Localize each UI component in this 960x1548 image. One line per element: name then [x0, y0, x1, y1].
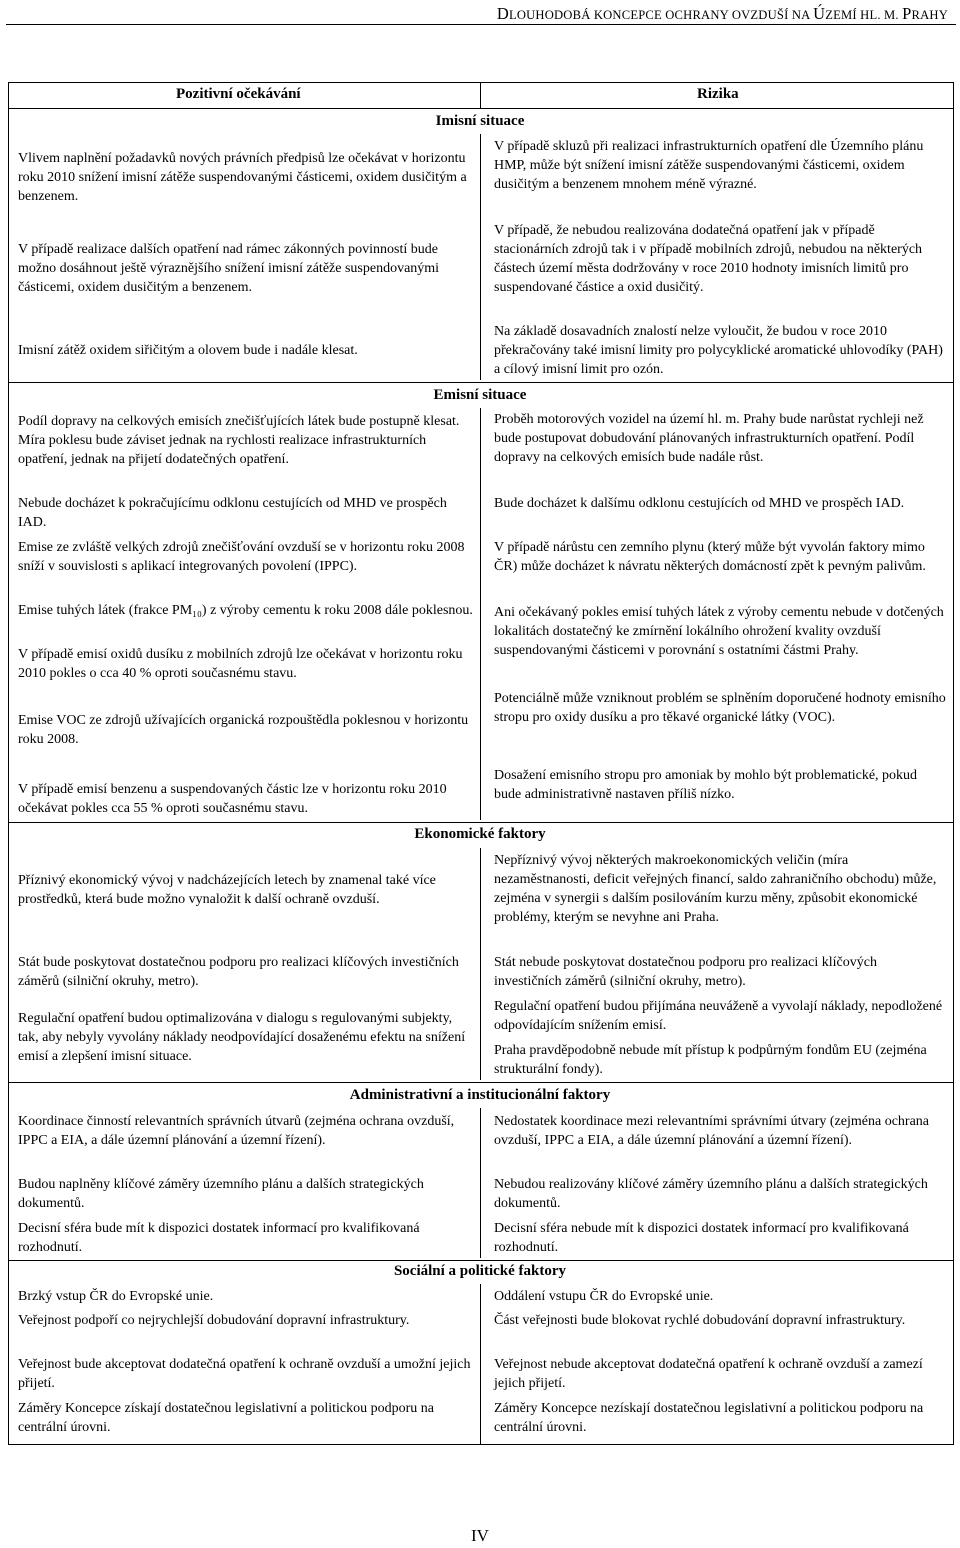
- column-divider: [480, 82, 481, 108]
- risk-item: Praha pravděpodobně nebude mít přístup k podpůrným fondům EU (zejména strukturální fondy).: [494, 1043, 927, 1077]
- section-rule: [8, 1260, 954, 1261]
- positive-item: V případě realizace dalších opatření nad rámec zákonných povinností bude možno dosáhnout ještě výraznějšího snížení imisní zátěže suspendovanými částicemi, oxidem dusičitým a benzenem.: [18, 242, 440, 295]
- positive-item: Budou naplněny klíčové záměry územního plánu a dalších strategických dokumentů.: [18, 1177, 424, 1211]
- section-title-ekonomicke: Ekonomické faktory: [0, 826, 960, 843]
- positive-item: Podíl dopravy na celkových emisích znečišťujících látek bude postupně klesat. Míra poklesu bude záviset jednak na rychlosti realizace infrastrukturních opatření, jednak na přijetí dodatečných opatření.: [18, 414, 460, 467]
- column-divider: [480, 134, 481, 380]
- positive-item: Vlivem naplnění požadavků nových právních předpisů lze očekávat v horizontu roku 2010 snížení imisní zátěže suspendovanými částicemi, oxidem dusičitým a benzenem.: [18, 151, 467, 204]
- risk-item: Ani očekávaný pokles emisí tuhých látek z výroby cementu nebude v dotčených lokalitách dostatečný ke zmírnění lokálního ohrožení kvality ovzduší suspendovanými částicemi v porovnání s ostatními částmi Prahy.: [494, 605, 944, 658]
- positive-item: Emise ze zvláště velkých zdrojů znečišťování ovzduší se v horizontu roku 2008 sníží v souvislosti s aplikací integrovaných povolení (IPPC).: [18, 540, 465, 574]
- risk-item: Proběh motorových vozidel na území hl. m. Prahy bude narůstat rychleji než bude postupovat dobudování plánovaných infrastrukturních opatření. Podíl dopravy na celkových emisích bude nadále růst.: [494, 412, 924, 465]
- positive-item: Stát bude poskytovat dostatečnou podporu pro realizaci klíčových investičních záměrů (silniční okruhy, metro).: [18, 955, 459, 989]
- positive-item: Příznivý ekonomický vývoj v nadcházejících letech by znamenal také více prostředků, která bude možno vynaložit k další ochraně ovzduší.: [18, 873, 436, 907]
- section-title-emisni: Emisní situace: [0, 387, 960, 404]
- risk-item: Dosažení emisního stropu pro amoniak by mohlo být problematické, pokud bude administrativně nastaven příliš nízko.: [494, 768, 918, 802]
- risk-item: Veřejnost nebude akceptovat dodatečná opatření k ochraně ovzduší a zamezí jejich přijetí.: [494, 1357, 923, 1391]
- positive-item: Brzký vstup ČR do Evropské unie.: [18, 1289, 214, 1304]
- positive-item: Emise tuhých látek (frakce PM₁₀) z výroby cementu k roku 2008 dále poklesnou.: [18, 603, 473, 618]
- positive-item: Veřejnost podpoří co nejrychlejší dobudování dopravní infrastruktury.: [18, 1313, 410, 1328]
- positive-item: Nebude docházet k pokračujícímu odklonu cestujících od MHD ve prospěch IAD.: [18, 496, 447, 530]
- positive-item: Veřejnost bude akceptovat dodatečná opatření k ochraně ovzduší a umožní jejich přijetí.: [18, 1357, 471, 1391]
- risk-item: Na základě dosavadních znalostí nelze vyloučit, že budou v roce 2010 překračovány také imisní limity pro polycyklické aromatické uhlovodíky (PAH) a cílový imisní limit pro ozón.: [494, 324, 943, 377]
- positive-item: Záměry Koncepce získají dostatečnou legislativní a politickou podporu na centrální úrovni.: [18, 1401, 434, 1435]
- risk-item: Oddálení vstupu ČR do Evropské unie.: [494, 1289, 714, 1304]
- section-title-administrativni: Administrativní a institucionální faktory: [0, 1087, 960, 1104]
- risk-item: V případě skluzů při realizaci infrastrukturních opatření dle Územního plánu HMP, může být snížení imisní zátěže suspendovanými částicemi, oxidem dusičitým a benzenem mnohem méně výrazné.: [494, 139, 924, 192]
- risk-item: Potenciálně může vzniknout problém se splněním doporučené hodnoty emisního stropu pro oxidy dusíku a pro těkavé organické látky (VOC).: [494, 691, 946, 725]
- column-divider: [480, 1284, 481, 1445]
- risk-item: V případě, že nebudou realizována dodatečná opatření jak v případě stacionárních zdrojů tak i v případě mobilních zdrojů, nebudou na některých částech území města dodržovány v roce 2010 hodnoty imisních limitů pro suspendované částice a oxid dusičitý.: [494, 223, 923, 295]
- positive-item: Imisní zátěž oxidem siřičitým a olovem bude i nadále klesat.: [18, 343, 358, 358]
- page-number: IV: [471, 1526, 489, 1545]
- section-rule: [8, 822, 954, 823]
- column-header-positive: Pozitivní očekávání: [176, 86, 301, 102]
- positive-item: Regulační opatření budou optimalizována v dialogu s regulovanými subjekty, tak, aby nebyly vyvolány náklady neodpovídající dosaženému efektu na snížení emisí a zlepšení imisní situace.: [18, 1011, 466, 1064]
- positive-item: Koordinace činností relevantních správních útvarů (zejména ochrana ovzduší, IPPC a EIA, a dále územní plánování a územní řízení).: [18, 1114, 455, 1148]
- column-divider: [480, 408, 481, 820]
- risk-item: Decisní sféra nebude mít k dispozici dostatek informací pro kvalifikovaná rozhodnutí.: [494, 1221, 909, 1255]
- risk-item: Nepříznivý vývoj některých makroekonomických veličin (míra nezaměstnanosti, deficit veřejných financí, saldo zahraničního obchodu) může, zejména v synergii s dalším posilováním kurzu měny, způsobit ekonomické problémy, kterým se nevyhne ani Praha.: [494, 853, 937, 925]
- section-rule: [8, 1082, 954, 1083]
- positive-item: V případě emisí benzenu a suspendovaných částic lze v horizontu roku 2010 očekávat pokles cca 55 % oproti současnému stavu.: [18, 782, 447, 816]
- risk-item: Nedostatek koordinace mezi relevantními správními útvary (zejména ochrana ovzduší, IPPC a EIA, a dále územní plánování a územní řízení).: [494, 1114, 929, 1148]
- table-header-rule: [8, 108, 954, 109]
- column-divider: [480, 848, 481, 1080]
- risk-item: Záměry Koncepce nezískají dostatečnou legislativní a politickou podporu na centrální úrovni.: [494, 1401, 924, 1435]
- positive-item: Emise VOC ze zdrojů užívajících organická rozpouštědla poklesnou v horizontu roku 2008.: [18, 713, 469, 747]
- risk-item: Nebudou realizovány klíčové záměry územního plánu a dalších strategických dokumentů.: [494, 1177, 928, 1211]
- section-title-socialni: Sociální a politické faktory: [0, 1263, 960, 1280]
- column-divider: [480, 1108, 481, 1258]
- section-rule: [8, 382, 954, 383]
- column-header-risks: Rizika: [697, 86, 739, 102]
- risk-item: Část veřejnosti bude blokovat rychlé dobudování dopravní infrastruktury.: [494, 1313, 906, 1328]
- risk-item: Stát nebude poskytovat dostatečnou podporu pro realizaci klíčových investičních záměrů (silniční okruhy, metro).: [494, 955, 877, 989]
- running-header: DLOUHODOBÁ KONCEPCE OCHRANY OVZDUŠÍ NA ÚZEMÍ HL. M. PRAHY: [496, 4, 948, 23]
- header-rule: [6, 24, 956, 25]
- positive-item: V případě emisí oxidů dusíku z mobilních zdrojů lze očekávat v horizontu roku 2010 pokles o cca 40 % oproti současnému stavu.: [18, 647, 463, 681]
- risk-item: V případě nárůstu cen zemního plynu (který může být vyvolán faktory mimo ČR) může docházet k návratu některých domácností zpět k pevným palivům.: [494, 540, 926, 574]
- risk-item: Bude docházet k dalšímu odklonu cestujících od MHD ve prospěch IAD.: [494, 496, 905, 511]
- positive-item: Decisní sféra bude mít k dispozici dostatek informací pro kvalifikovaná rozhodnutí.: [18, 1221, 420, 1255]
- section-title-imisni: Imisní situace: [0, 113, 960, 130]
- risk-item: Regulační opatření budou přijímána neuváženě a vyvolají náklady, nepodložené odpovídajícím snížením emisí.: [494, 999, 943, 1033]
